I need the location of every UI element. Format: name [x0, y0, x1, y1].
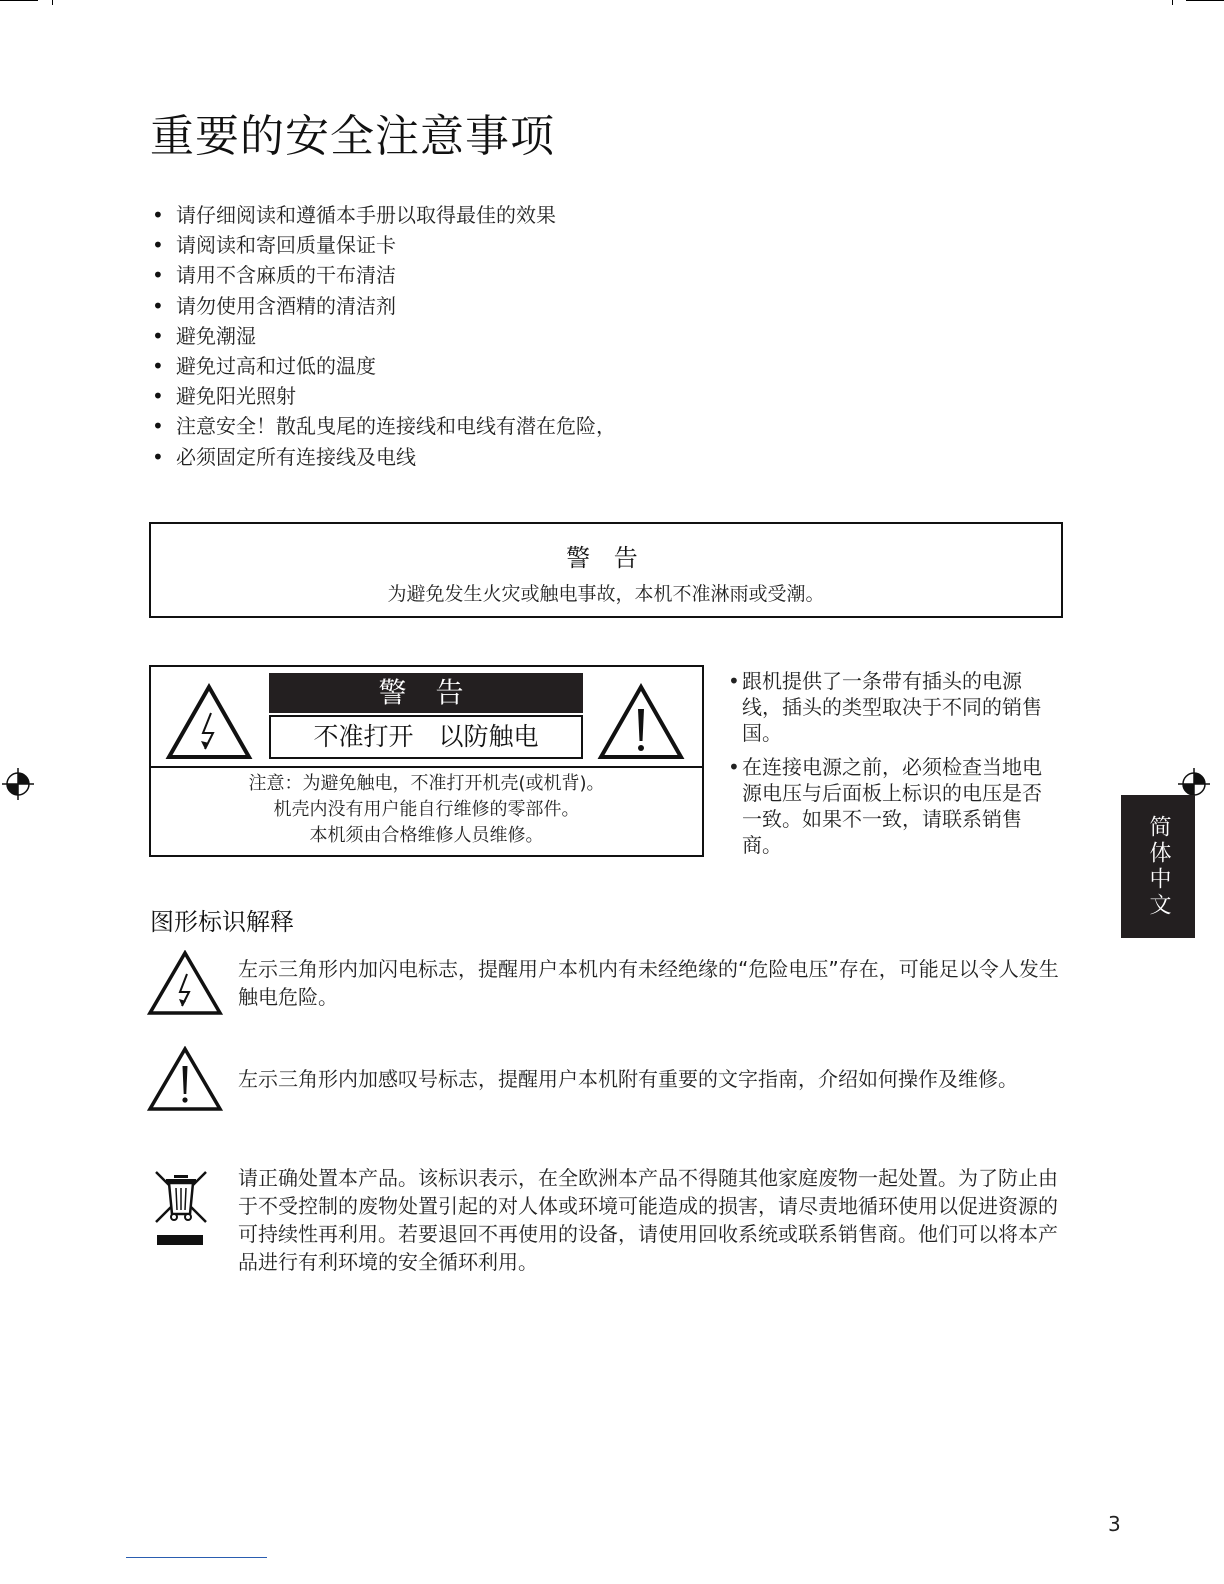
list-item: • 请阅读和寄回质量保证卡 [150, 230, 616, 260]
safety-bullet-list [150, 200, 616, 472]
symbol-description: 左示三角形内加闪电标志，提醒用户本机内有未经绝缘的“危险电压”存在，可能足以令人发生触电危险。 [238, 957, 1059, 1009]
language-tab [1121, 795, 1195, 938]
caution-subheader: 不准打开 以防触电 [269, 715, 583, 759]
warning-box-title: 警 告 [566, 544, 646, 572]
footer-rule [126, 1557, 267, 1558]
list-item: • 在连接电源之前，必须检查当地电源电压与后面板上标识的电压是否一致。如果不一致，请联系销售商。 [730, 754, 1060, 858]
list-item: • 避免潮湿 [150, 321, 616, 351]
list-item: • 请用不含麻质的干布清洁 [150, 260, 616, 290]
exclamation-triangle-icon [147, 1046, 223, 1112]
caution-header: 警 告 [269, 673, 583, 713]
list-item: • 避免阳光照射 [150, 381, 616, 411]
lightning-triangle-icon [147, 950, 223, 1016]
warning-box-text: 为避免发生火灾或触电事故，本机不准淋雨或受潮。 [387, 583, 825, 605]
exclamation-triangle-icon [597, 683, 685, 761]
warning-box [149, 522, 1063, 618]
list-item: • 跟机提供了一条带有插头的电源线，插头的类型取决于不同的销售国。 [730, 668, 1060, 746]
page-title: 重要的安全注意事项 [150, 111, 555, 162]
weee-bin-icon [152, 1168, 210, 1248]
power-cord-notes [730, 668, 1060, 866]
lightning-triangle-icon [165, 683, 253, 761]
symbol-description: 请正确处置本产品。该标识表示，在全欧洲本产品不得随其他家庭废物一起处置。为了防止由于不受控制的废物处置引起的对人体或环境可能造成的损害，请尽责地循环使用以促进资源的可持续性再利用。若要退回不再使用的设备，请使用回收系统或联系销售商。他们可以将本产品进行有利环境的安全循环利用。 [238, 1166, 1058, 1274]
list-item: • 避免过高和过低的温度 [150, 351, 616, 381]
caution-note-line: 机壳内没有用户能自行维修的零部件。 [273, 799, 580, 820]
caution-label [149, 665, 704, 857]
list-item: • 请仔细阅读和遵循本手册以取得最佳的效果 [150, 200, 616, 230]
list-item: • 请勿使用含酒精的清洁剂 [150, 291, 616, 321]
crop-mark-top-left [0, 0, 38, 1]
crop-mark-top-right-vertical [1172, 0, 1173, 5]
crop-mark-top-left-vertical [52, 0, 53, 5]
registration-mark-left-icon [2, 768, 34, 800]
caution-note-line: 本机须由合格维修人员维修。 [309, 825, 544, 846]
caution-note-line: 注意：为避免触电，不准打开机壳(或机背)。 [248, 773, 605, 794]
list-item: • 注意安全！散乱曳尾的连接线和电线有潜在危险， [150, 411, 616, 441]
language-tab-label: 简体中文 [1146, 814, 1171, 919]
section-title: 图形标识解释 [150, 908, 294, 936]
list-item: • 必须固定所有连接线及电线 [150, 442, 616, 472]
caution-note [151, 771, 702, 849]
caution-divider [151, 766, 702, 768]
page-number: 3 [1108, 1512, 1121, 1536]
crop-mark-top-right [1186, 0, 1224, 1]
symbol-description: 左示三角形内加感叹号标志，提醒用户本机附有重要的文字指南，介绍如何操作及维修。 [238, 1067, 1018, 1091]
